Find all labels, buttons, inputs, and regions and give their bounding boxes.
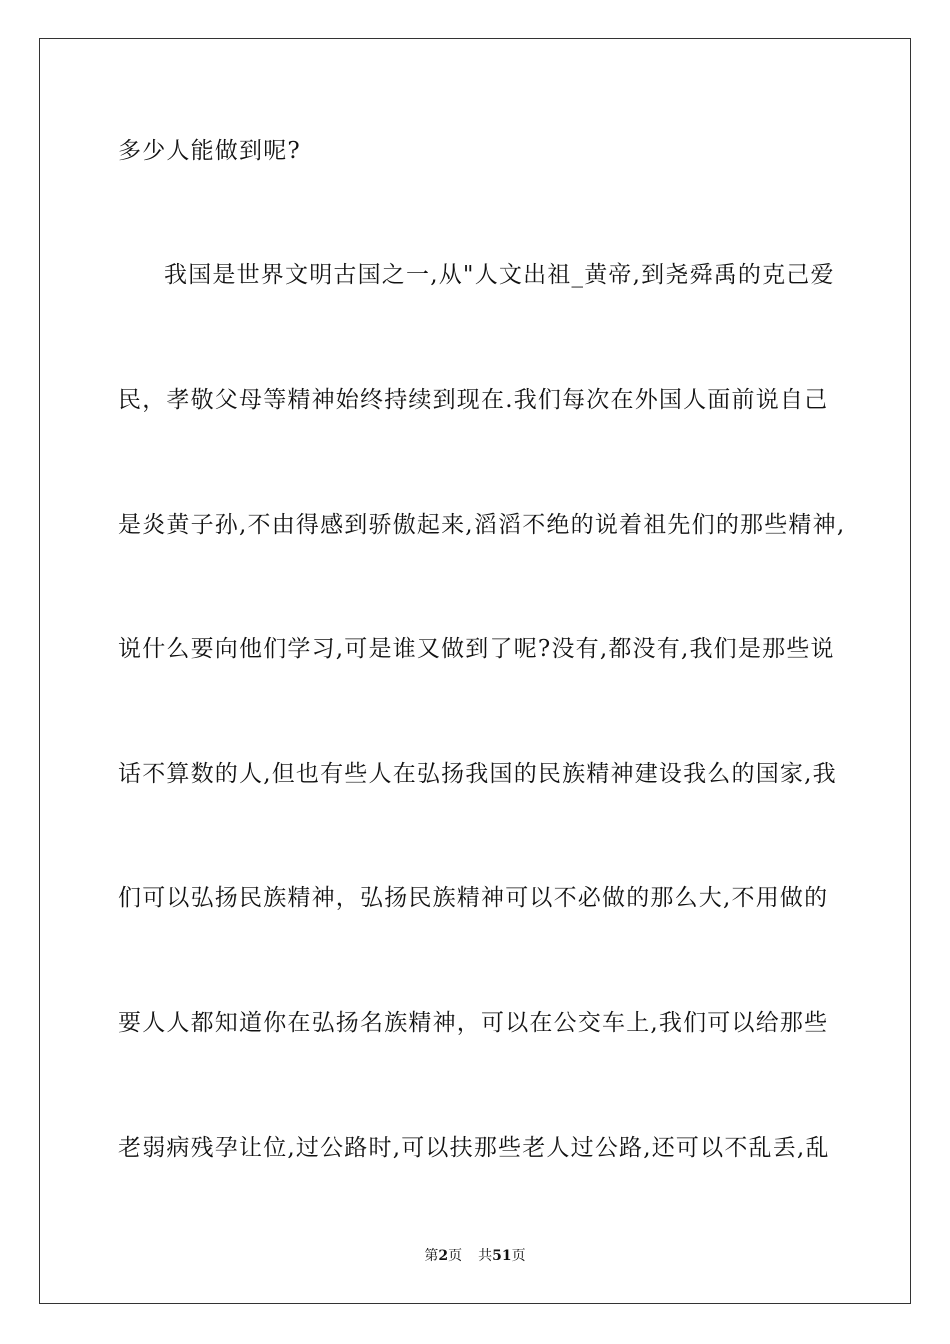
current-page-number: 2 bbox=[438, 1248, 449, 1264]
text-line-9: 老弱病残孕让位,过公路时,可以扶那些老人过公路,还可以不乱丢,乱 bbox=[118, 1135, 830, 1161]
total-suffix: 页 bbox=[511, 1248, 526, 1264]
text-line-6: 话不算数的人,但也有些人在弘扬我国的民族精神建设我么的国家,我 bbox=[118, 761, 837, 787]
page-prefix: 第 bbox=[424, 1248, 439, 1264]
text-line-2: 我国是世界文明古国之一,从"人文出祖_黄帝,到尧舜禹的克己爱 bbox=[164, 262, 835, 288]
page-border bbox=[39, 38, 911, 1304]
text-line-8: 要人人都知道你在弘扬名族精神，可以在公交车上,我们可以给那些 bbox=[118, 1010, 829, 1036]
text-line-7: 们可以弘扬民族精神，弘扬民族精神可以不必做的那么大,不用做的 bbox=[118, 885, 829, 911]
text-line-3: 民，孝敬父母等精神始终持续到现在.我们每次在外国人面前说自己 bbox=[118, 387, 829, 413]
total-page-number: 51 bbox=[492, 1248, 512, 1264]
text-line-5: 说什么要向他们学习,可是谁又做到了呢?没有,都没有,我们是那些说 bbox=[118, 636, 835, 662]
text-line-1: 多少人能做到呢? bbox=[118, 138, 301, 164]
page-footer bbox=[0, 1247, 950, 1265]
text-line-4: 是炎黄子孙,不由得感到骄傲起来,滔滔不绝的说着祖先们的那些精神, bbox=[118, 512, 846, 538]
total-prefix: 共 bbox=[478, 1248, 493, 1264]
page-suffix: 页 bbox=[448, 1248, 463, 1264]
